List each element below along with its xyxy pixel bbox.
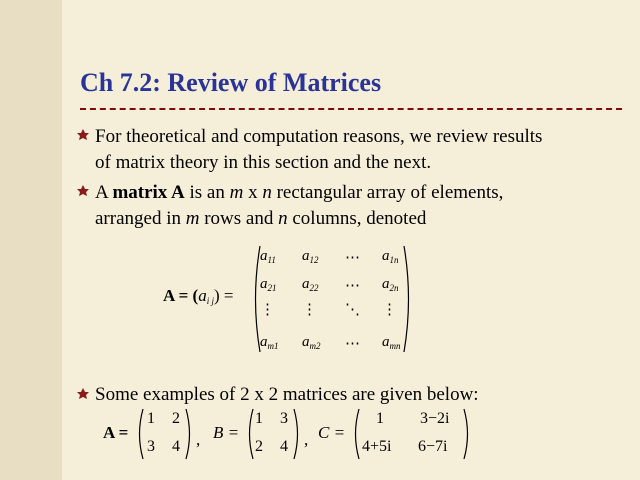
matrix-c-cell: 3−2i — [420, 410, 450, 427]
matrix-entry — [345, 334, 360, 353]
var-n: n — [278, 208, 288, 229]
matrix-b-cell: 2 — [255, 438, 263, 455]
matrix-b-cell: 1 — [255, 410, 263, 427]
entry-subscript: mn — [389, 341, 401, 351]
bullet-icon — [76, 128, 90, 142]
matrix-a-cell: 2 — [172, 410, 180, 427]
entry-symbol: ⋯ — [345, 278, 360, 294]
slide-title: Ch 7.2: Review of Matrices — [80, 68, 382, 97]
matrix-entry — [260, 276, 277, 293]
entry-symbol: ⋮ — [302, 302, 317, 318]
lhs-end: ) = — [213, 286, 234, 305]
bullet-icon — [76, 387, 90, 401]
matrix-entry — [382, 334, 401, 351]
matrix-a-cell: 3 — [147, 438, 155, 455]
matrix-entry — [302, 276, 319, 293]
general-matrix-lhs — [163, 286, 233, 306]
matrix-entry — [345, 248, 360, 267]
matrix-entry — [260, 300, 275, 319]
right-paren — [184, 408, 194, 460]
entry-symbol: a — [260, 334, 268, 350]
text: rectangular array of elements, — [271, 182, 504, 203]
text: is an — [184, 182, 230, 203]
left-paren — [245, 408, 255, 460]
matrix-c-cell: 4+5i — [362, 438, 392, 455]
entry-subscript: 11 — [267, 255, 276, 265]
entry-symbol: a — [302, 276, 310, 292]
example-a-label: A = — [103, 423, 129, 442]
entry-symbol: ⋯ — [345, 250, 360, 266]
right-paren — [462, 408, 472, 460]
matrix-entry — [345, 276, 360, 295]
matrix-entry — [302, 334, 321, 351]
matrix-c-cell: 6−7i — [418, 438, 448, 455]
text: A — [95, 182, 113, 203]
separator-comma: , — [304, 430, 309, 449]
term-matrix-a: matrix A — [112, 182, 185, 203]
matrix-a-cell: 1 — [147, 410, 155, 427]
matrix-entry — [260, 334, 279, 351]
var-n: n — [262, 182, 272, 203]
example-b-label: B = — [213, 423, 240, 442]
matrix-name: A = ( — [163, 286, 199, 305]
matrix-entry — [345, 300, 360, 319]
entry-symbol: ⋮ — [382, 302, 397, 318]
matrix-entry — [260, 248, 276, 265]
entry-subscript: 21 — [267, 283, 277, 293]
entry-subscript: 2n — [389, 283, 399, 293]
var-m: m — [185, 208, 200, 229]
text: rows and — [199, 208, 279, 229]
bullet-2-line-2 — [95, 206, 426, 232]
entry-subscript: 12 — [309, 255, 319, 265]
matrix-b-cell: 3 — [280, 410, 288, 427]
matrix-entry — [382, 300, 397, 319]
bullet-1-line-1: For theoretical and computation reasons, we review results — [95, 126, 543, 147]
entry-symbol: a — [382, 334, 390, 350]
separator-comma: , — [196, 430, 201, 449]
entry-subscript: 22 — [309, 283, 319, 293]
entry-symbol: a — [302, 248, 310, 264]
entry-subscript: 1n — [389, 255, 399, 265]
lhs-ij: i j — [206, 296, 214, 306]
bullet-2-line-1 — [95, 180, 503, 206]
matrix-entry — [382, 276, 399, 293]
right-paren — [402, 244, 414, 354]
entry-symbol: ⋮ — [260, 302, 275, 318]
matrix-c-cell: 1 — [376, 410, 384, 427]
left-strip — [0, 0, 62, 480]
text: columns, denoted — [287, 208, 427, 229]
entry-symbol: a — [382, 248, 390, 264]
example-c-label: C = — [318, 423, 346, 442]
right-paren — [292, 408, 302, 460]
entry-symbol: a — [302, 334, 310, 350]
var-m: m — [229, 182, 244, 203]
title-divider — [80, 108, 622, 110]
entry-subscript: m2 — [309, 341, 321, 351]
matrix-a-cell: 4 — [172, 438, 180, 455]
entry-symbol: a — [260, 248, 268, 264]
left-paren — [135, 408, 145, 460]
bullet-3-line-1: Some examples of 2 x 2 matrices are given below: — [95, 384, 479, 405]
text: arranged in — [95, 208, 186, 229]
entry-symbol: a — [382, 276, 390, 292]
entry-symbol: ⋯ — [345, 336, 360, 352]
matrix-entry — [302, 248, 319, 265]
bullet-1-line-2: of matrix theory in this section and the next. — [95, 152, 432, 173]
matrix-entry — [382, 248, 399, 265]
left-paren — [351, 408, 361, 460]
matrix-entry — [302, 300, 317, 319]
entry-symbol: a — [260, 276, 268, 292]
entry-symbol: ⋱ — [345, 302, 360, 318]
matrix-b-cell: 4 — [280, 438, 288, 455]
bullet-icon — [76, 184, 90, 198]
entry-subscript: m1 — [267, 341, 279, 351]
lhs-a: a — [198, 286, 207, 305]
text: x — [243, 182, 263, 203]
